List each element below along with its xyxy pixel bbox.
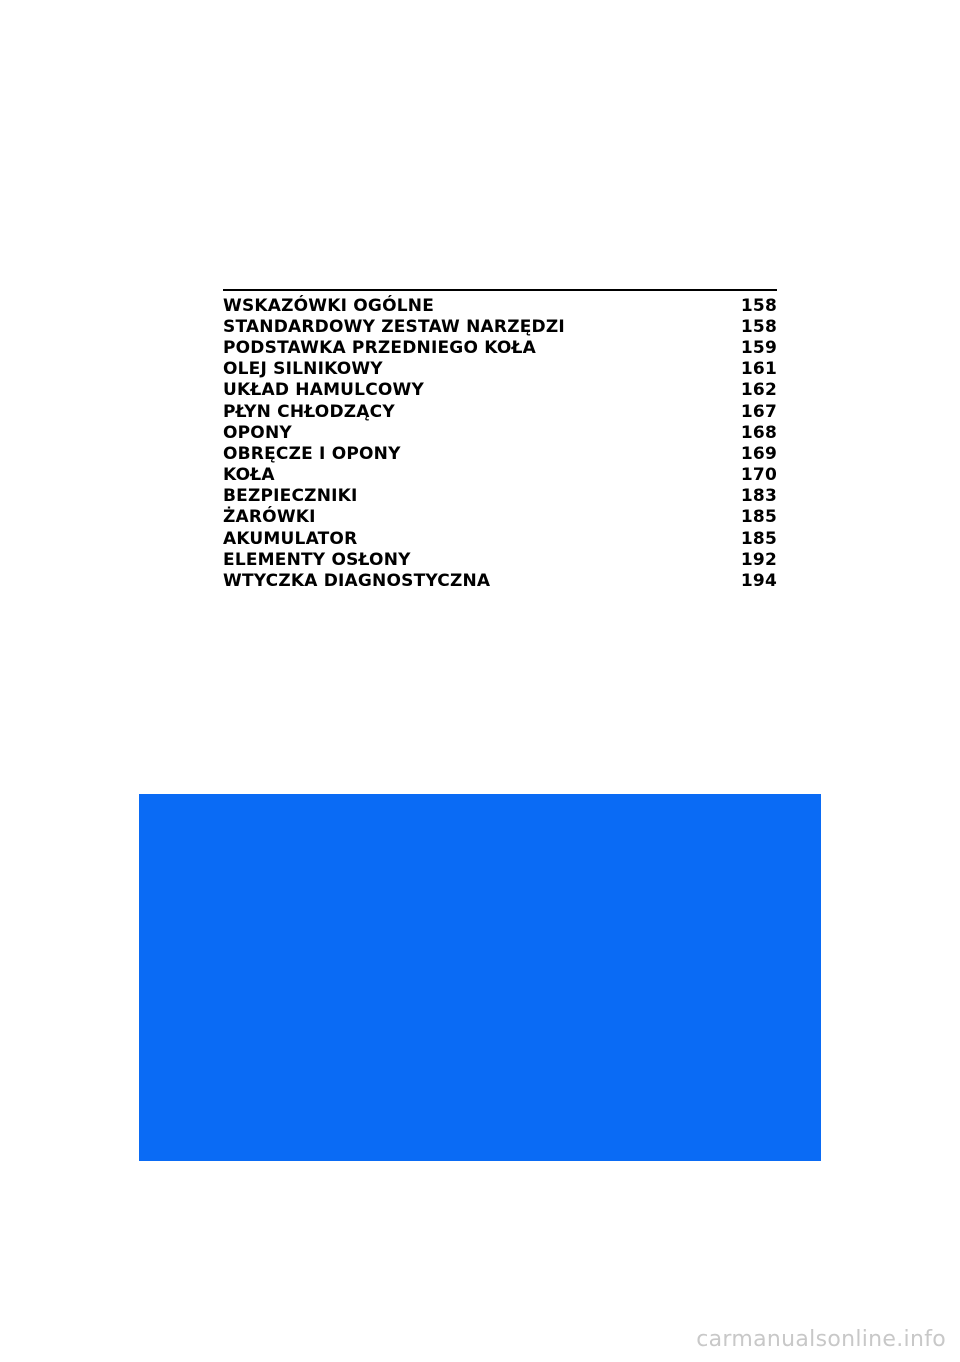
toc-entry[interactable] bbox=[223, 316, 777, 337]
toc-entry-page: 185 bbox=[740, 528, 777, 549]
blue-color-block bbox=[139, 794, 821, 1161]
toc-entry-title: ŻARÓWKI bbox=[223, 507, 316, 528]
watermark: carmanualsonline.info bbox=[696, 1327, 946, 1352]
toc-entry-page: 192 bbox=[740, 549, 777, 570]
toc-entry[interactable] bbox=[223, 570, 777, 591]
toc-entry-title: ELEMENTY OSŁONY bbox=[223, 549, 411, 570]
toc-entry[interactable] bbox=[223, 528, 777, 549]
toc-entry-page: 159 bbox=[740, 337, 777, 358]
toc-entry-title: UKŁAD HAMULCOWY bbox=[223, 380, 425, 401]
toc-entry-title: KOŁA bbox=[223, 465, 275, 486]
toc-entry[interactable] bbox=[223, 486, 777, 507]
toc-entry[interactable] bbox=[223, 422, 777, 443]
toc-entry[interactable] bbox=[223, 359, 777, 380]
toc-entry-page: 162 bbox=[740, 380, 777, 401]
toc-entry[interactable] bbox=[223, 401, 777, 422]
toc-entry[interactable] bbox=[223, 507, 777, 528]
toc-entry-title: PODSTAWKA PRZEDNIEGO KOŁA bbox=[223, 337, 536, 358]
toc-entry[interactable] bbox=[223, 465, 777, 486]
toc-entry-page: 185 bbox=[740, 507, 777, 528]
toc-entry[interactable] bbox=[223, 337, 777, 358]
toc-entry-page: 161 bbox=[740, 359, 777, 380]
toc-entry-page: 168 bbox=[740, 422, 777, 443]
toc-entry[interactable] bbox=[223, 549, 777, 570]
toc-entry-page: 169 bbox=[740, 443, 777, 464]
toc-entry-page: 183 bbox=[740, 486, 777, 507]
toc-entry-title: OLEJ SILNIKOWY bbox=[223, 359, 383, 380]
toc-entry-title: AKUMULATOR bbox=[223, 528, 358, 549]
toc-entry[interactable] bbox=[223, 295, 777, 316]
toc-entry-title: OBRĘCZE I OPONY bbox=[223, 443, 401, 464]
toc-entry-page: 167 bbox=[740, 401, 777, 422]
toc-entry-page: 158 bbox=[740, 316, 777, 337]
toc-entry-title: WSKAZÓWKI OGÓLNE bbox=[223, 295, 435, 316]
toc-entry-title: WTYCZKA DIAGNOSTYCZNA bbox=[223, 571, 491, 592]
toc-entry[interactable] bbox=[223, 443, 777, 464]
toc-entry-title: PŁYN CHŁODZĄCY bbox=[223, 401, 395, 422]
toc-entry-page: 158 bbox=[740, 295, 777, 316]
toc-entry-title: BEZPIECZNIKI bbox=[223, 486, 358, 507]
toc-entry-page: 194 bbox=[740, 571, 777, 592]
toc-entry[interactable] bbox=[223, 380, 777, 401]
toc-entry-title: OPONY bbox=[223, 422, 292, 443]
toc-entry-title: STANDARDOWY ZESTAW NARZĘDZI bbox=[223, 316, 565, 337]
toc-entry-page: 170 bbox=[740, 465, 777, 486]
table-of-contents bbox=[223, 289, 777, 592]
